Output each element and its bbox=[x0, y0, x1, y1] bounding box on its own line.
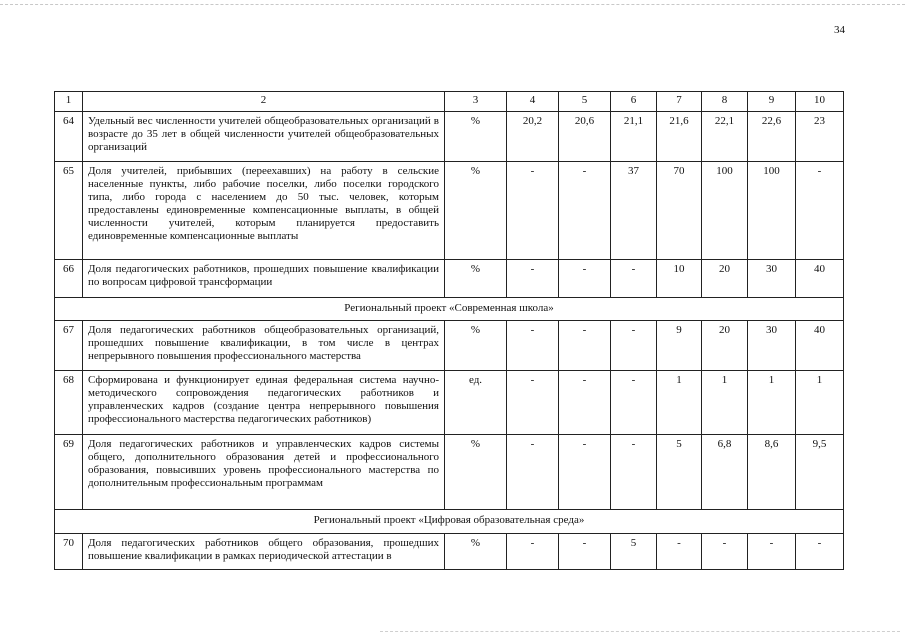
value-cell: - bbox=[611, 260, 657, 298]
unit-cell: % bbox=[445, 162, 507, 260]
header-row bbox=[55, 92, 844, 112]
value-cell: - bbox=[611, 321, 657, 371]
value-cell: - bbox=[559, 162, 611, 260]
value-cell: - bbox=[559, 321, 611, 371]
row-number: 69 bbox=[55, 435, 83, 510]
indicator-text: Доля педагогических работников, прошедших повышение квалификации по вопросам цифровой трансформации bbox=[83, 260, 445, 298]
value-cell: 1 bbox=[796, 371, 844, 435]
indicator-text: Доля учителей, прибывших (переехавших) на работу в сельские населенные пункты, либо рабочие поселки, либо поселки городского типа, либо города с населением до 50 тыс. человек, которым предоставлены единовременные компенсационные выплаты, в общей численности учителей, которым планируется предоставить единовременные компенсационные выплаты bbox=[83, 162, 445, 260]
unit-cell: % bbox=[445, 112, 507, 162]
header-cell: 10 bbox=[796, 92, 844, 112]
value-cell: 100 bbox=[748, 162, 796, 260]
value-cell: 20 bbox=[702, 260, 748, 298]
section-row bbox=[55, 298, 844, 321]
unit-cell: % bbox=[445, 321, 507, 371]
value-cell: - bbox=[507, 371, 559, 435]
value-cell: - bbox=[559, 534, 611, 570]
indicator-text bbox=[83, 534, 445, 570]
indicator-text: Сформирована и функционирует единая федеральная система научно-методического сопровождения педагогических работников и управленческих кадров (создание центра непрерывного повышения профессионального мастерства педагогических работников) bbox=[83, 371, 445, 435]
value-cell: - bbox=[657, 534, 702, 570]
value-cell: - bbox=[559, 260, 611, 298]
indicators-table bbox=[54, 91, 844, 570]
indicator-text: Удельный вес численности учителей общеобразовательных организаций в возрасте до 35 лет в общей численности учителей общеобразовательных организаций bbox=[83, 112, 445, 162]
value-cell: 20,6 bbox=[559, 112, 611, 162]
value-cell: 23 bbox=[796, 112, 844, 162]
value-cell: - bbox=[559, 371, 611, 435]
indicator-text: Доля педагогических работников и управленческих кадров системы общего, дополнительного образования детей и профессионального образования, повысивших уровень профессионального мастерства по дополнительным профессиональным программам bbox=[83, 435, 445, 510]
value-cell: 22,1 bbox=[702, 112, 748, 162]
section-title: Региональный проект «Цифровая образовательная среда» bbox=[55, 510, 844, 534]
value-cell: 30 bbox=[748, 321, 796, 371]
unit-cell: % bbox=[445, 435, 507, 510]
header-cell: 1 bbox=[55, 92, 83, 112]
value-cell: - bbox=[507, 435, 559, 510]
row-number: 67 bbox=[55, 321, 83, 371]
header-cell: 2 bbox=[83, 92, 445, 112]
value-cell: 1 bbox=[748, 371, 796, 435]
value-cell: 70 bbox=[657, 162, 702, 260]
row-number: 70 bbox=[55, 534, 83, 570]
value-cell: 1 bbox=[702, 371, 748, 435]
value-cell: 8,6 bbox=[748, 435, 796, 510]
value-cell: 40 bbox=[796, 260, 844, 298]
value-cell: - bbox=[507, 534, 559, 570]
value-cell: - bbox=[748, 534, 796, 570]
value-cell: 1 bbox=[657, 371, 702, 435]
row-number: 68 bbox=[55, 371, 83, 435]
value-cell: 100 bbox=[702, 162, 748, 260]
header-cell: 7 bbox=[657, 92, 702, 112]
table-row bbox=[55, 260, 844, 298]
value-cell: 9 bbox=[657, 321, 702, 371]
indicator-text: Доля педагогических работников общеобразовательных организаций, прошедших повышение квалификации, в том числе в центрах непрерывного повышения профессионального мастерства bbox=[83, 321, 445, 371]
value-cell: - bbox=[611, 435, 657, 510]
value-cell: 5 bbox=[657, 435, 702, 510]
value-cell: - bbox=[796, 534, 844, 570]
value-cell: 6,8 bbox=[702, 435, 748, 510]
header-cell: 4 bbox=[507, 92, 559, 112]
table-row bbox=[55, 112, 844, 162]
header-cell: 3 bbox=[445, 92, 507, 112]
value-cell: 10 bbox=[657, 260, 702, 298]
scan-top-edge bbox=[0, 4, 905, 6]
value-cell: 22,6 bbox=[748, 112, 796, 162]
row-number: 65 bbox=[55, 162, 83, 260]
table-row bbox=[55, 435, 844, 510]
page-number: 34 bbox=[834, 24, 845, 36]
value-cell: - bbox=[559, 435, 611, 510]
value-cell: - bbox=[507, 260, 559, 298]
value-cell: 30 bbox=[748, 260, 796, 298]
value-cell: 20 bbox=[702, 321, 748, 371]
header-cell: 5 bbox=[559, 92, 611, 112]
indicator-text-clipped: Доля педагогических работников общего образования, прошедших повышение квалификации в рамках периодической аттестации в bbox=[88, 537, 439, 562]
unit-cell: ед. bbox=[445, 371, 507, 435]
header-cell: 6 bbox=[611, 92, 657, 112]
table-row bbox=[55, 162, 844, 260]
table-row bbox=[55, 321, 844, 371]
value-cell: - bbox=[507, 162, 559, 260]
header-cell: 9 bbox=[748, 92, 796, 112]
table-row bbox=[55, 534, 844, 570]
row-number: 64 bbox=[55, 112, 83, 162]
value-cell: 9,5 bbox=[796, 435, 844, 510]
row-number: 66 bbox=[55, 260, 83, 298]
value-cell: 21,1 bbox=[611, 112, 657, 162]
section-title: Региональный проект «Современная школа» bbox=[55, 298, 844, 321]
value-cell: 5 bbox=[611, 534, 657, 570]
value-cell: 21,6 bbox=[657, 112, 702, 162]
value-cell: - bbox=[611, 371, 657, 435]
value-cell: 40 bbox=[796, 321, 844, 371]
value-cell: - bbox=[796, 162, 844, 260]
value-cell: 37 bbox=[611, 162, 657, 260]
scan-bottom-edge bbox=[380, 631, 900, 633]
unit-cell: % bbox=[445, 534, 507, 570]
value-cell: 20,2 bbox=[507, 112, 559, 162]
value-cell: - bbox=[702, 534, 748, 570]
header-cell: 8 bbox=[702, 92, 748, 112]
section-row bbox=[55, 510, 844, 534]
unit-cell: % bbox=[445, 260, 507, 298]
value-cell: - bbox=[507, 321, 559, 371]
table-row bbox=[55, 371, 844, 435]
